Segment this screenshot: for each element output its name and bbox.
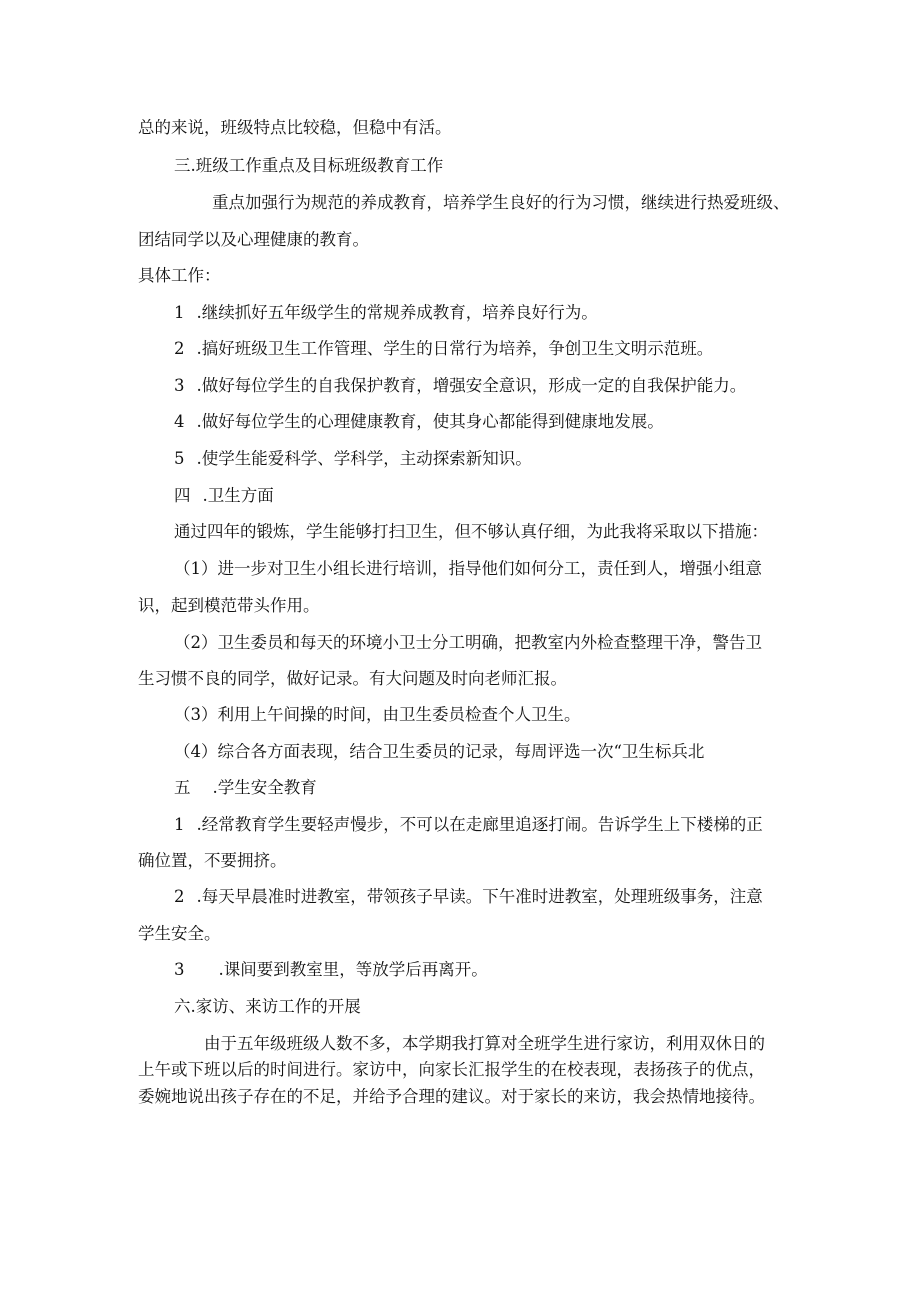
list-text: .继续抓好五年级学生的常规养成教育，培养良好行为。: [196, 303, 598, 322]
list-text: .课间要到教室里，等放学后再离开。: [218, 960, 488, 979]
list-text: .做好每位学生的自我保护教育，增强安全意识，形成一定的自我保护能力。: [196, 376, 747, 395]
list-number: 2: [174, 339, 185, 358]
section-4-heading: [174, 486, 274, 506]
work-item-3: [174, 376, 746, 396]
list-number: 3: [174, 376, 185, 395]
list-number: 1: [174, 815, 185, 834]
list-number: 3: [174, 960, 185, 979]
safety-item-1-line-2: 确位置，不要拥挤。: [138, 851, 287, 870]
section-title: .学生安全教育: [212, 778, 317, 797]
work-item-1: [174, 303, 598, 323]
measure-2-line-1: （2）卫生委员和每天的环境小卫士分工明确，把教室内外检查整理干净，警告卫: [174, 633, 762, 652]
list-number: 2: [174, 887, 185, 906]
measure-3-line: （3）利用上午间操的时间，由卫生委员检查个人卫生。: [174, 705, 581, 724]
safety-item-2-line-2: 学生安全。: [138, 924, 221, 943]
measure-4-line: （4）综合各方面表现，结合卫生委员的记录，每周评选一次“卫生标兵北: [174, 742, 705, 761]
section-6-paragraph-line-3: 委婉地说出孩子存在的不足，并给予合理的建议。对于家长的来访，我会热情地接待。: [138, 1087, 765, 1106]
section-5-heading: [174, 778, 317, 798]
section-3-heading: 三.班级工作重点及目标班级教育工作: [174, 156, 444, 175]
safety-item-2-line-1: [174, 887, 763, 907]
list-text: .做好每位学生的心理健康教育，使其身心都能得到健康地发展。: [196, 412, 664, 431]
section-number: 五: [174, 778, 191, 797]
safety-item-3: [174, 960, 488, 980]
section-6-heading: 六.家访、来访工作的开展: [174, 997, 361, 1016]
measure-1-line-1: （1）进一步对卫生小组长进行培训，指导他们如何分工，责任到人，增强小组意: [174, 559, 762, 578]
list-text: .搞好班级卫生工作管理、学生的日常行为培养，争创卫生文明示范班。: [196, 339, 714, 358]
section-6-paragraph-line-1: 由于五年级班级人数不多，本学期我打算对全班学生进行家访，利用双休日的: [204, 1034, 765, 1053]
section-number: 四: [174, 486, 191, 505]
section-title: .卫生方面: [202, 486, 274, 505]
section-4-intro: 通过四年的锻炼，学生能够打扫卫生，但不够认真仔细，为此我将采取以下措施：: [174, 522, 768, 541]
list-number: 1: [174, 303, 185, 322]
section-6-paragraph-line-2: 上午或下班以后的时间进行。家访中，向家长汇报学生的在校表现，表扬孩子的优点，: [138, 1060, 765, 1079]
measure-2-line-2: 生习惯不良的同学，做好记录。有大问题及时向老师汇报。: [138, 669, 567, 688]
list-text: .每天早晨准时进教室，带领孩子早读。下午准时进教室，处理班级事务，注意: [196, 887, 763, 906]
work-item-4: [174, 412, 664, 432]
list-number: 5: [174, 449, 185, 468]
list-text: .经常教育学生要轻声慢步，不可以在走廊里追逐打闹。告诉学生上下楼梯的正: [196, 815, 763, 834]
section-3-paragraph-line-1: 重点加强行为规范的养成教育，培养学生良好的行为习惯，继续进行热爱班级、: [212, 193, 790, 212]
measure-1-line-2: 识，起到模范带头作用。: [138, 596, 320, 615]
section-3-paragraph-line-2: 团结同学以及心理健康的教育。: [138, 230, 369, 249]
intro-summary-line: 总的来说，班级特点比较稳，但稳中有活。: [138, 118, 452, 137]
safety-item-1-line-1: [174, 815, 763, 835]
work-item-5: [174, 449, 532, 469]
list-number: 4: [174, 412, 185, 431]
specific-work-label: 具体工作：: [138, 266, 221, 285]
work-item-2: [174, 339, 713, 359]
list-text: .使学生能爱科学、学科学，主动探索新知识。: [196, 449, 532, 468]
